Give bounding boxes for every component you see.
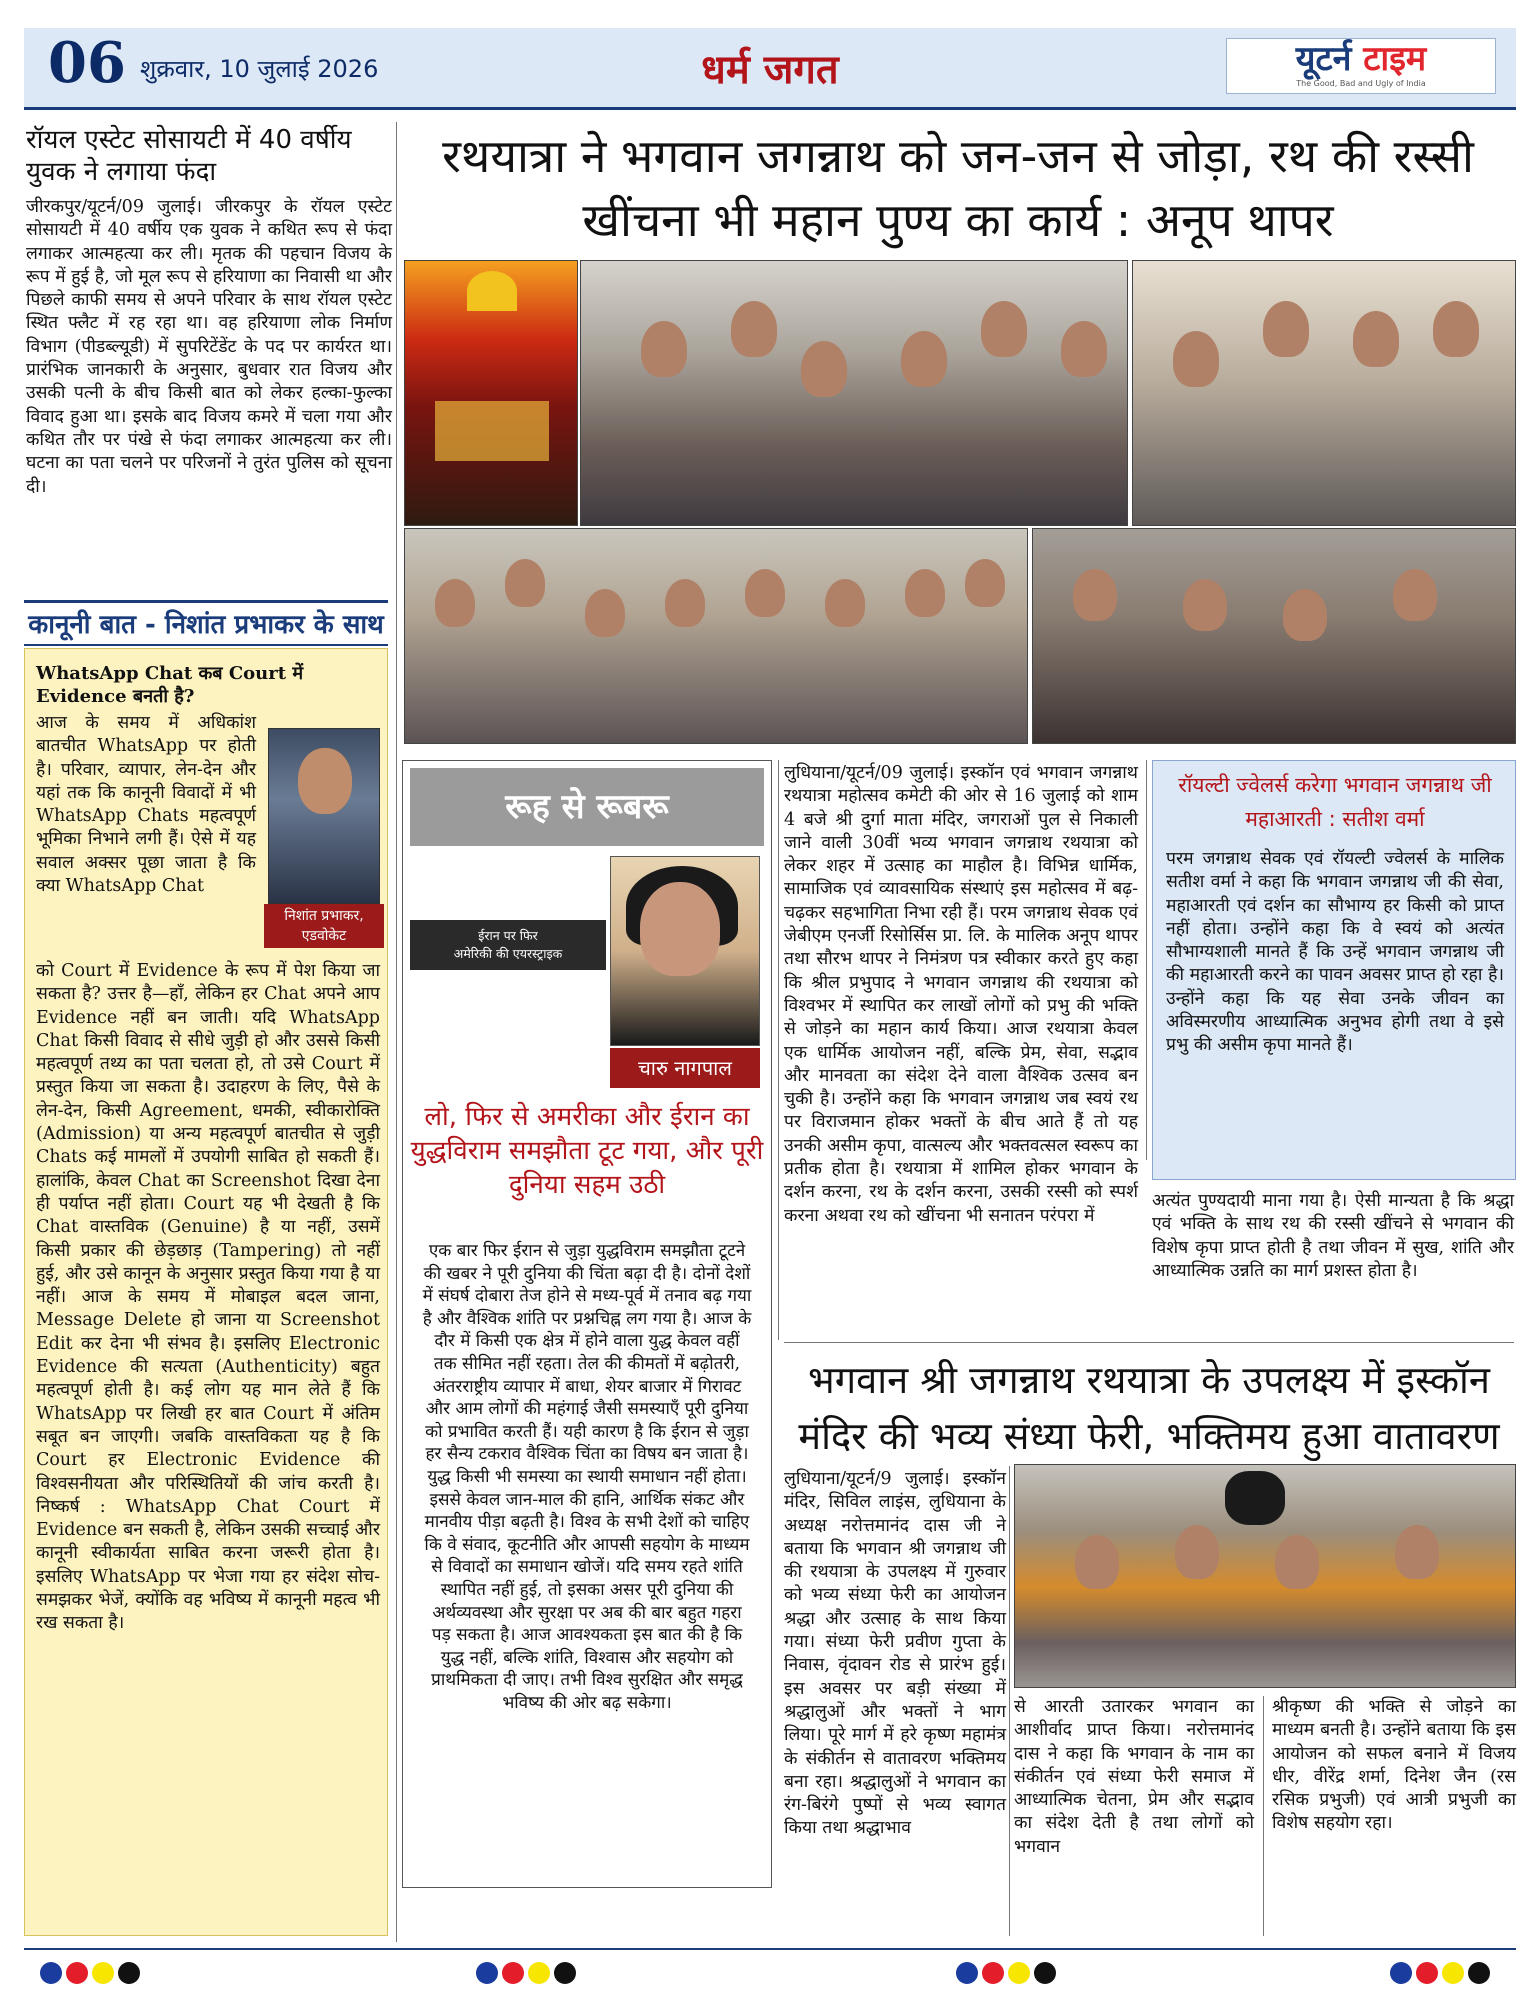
left-story-body: जीरकपुर/यूटर्न/09 जुलाई। जीरकपुर के रॉयल एस्टेट सोसायटी में 40 वर्षीय एक युवक ने कथित रूप से फंदा लगाकर आत्महत्या कर ली। मृतक की पहचान विजय के रूप में हुई है, जो मूल रूप से हरियाणा का निवासी था और पिछले काफी समय से अपने परिवार के साथ रॉयल एस्टेट स्थित फ्लैट में रह रहा था। वह हरियाणा लोक निर्माण विभाग (पीडब्ल्यूडी) में सुपरिटेंडेंट के पद पर कार्यरत था। प्रारंभिक जानकारी के अनुसार, बुधवार रात विजय और उसकी पत्नी के बीच किसी बात को लेकर हल्का-फुल्का विवाद हुआ था। इसके बाद विजय कमरे में चला गया और कथित तौर पर पंखे से फंदा लगाकर आत्महत्या कर ली। घटना का पता चलने पर परिजनों ने तुरंत पुलिस को सूचना दी। xyxy=(26,197,392,497)
kanooni-body-part1: आज के समय में अधिकांश बातचीत WhatsApp पर होती है। परिवार, व्यापार, लेन-देन और यहां तक कि कानूनी विवादों में भी WhatsApp Chats महत्वपूर्ण भूमिका निभाने लगी हैं। ऐसे में यह सवाल अक्सर पूछा जाता है कि क्या WhatsApp Chat xyxy=(36,713,256,897)
rooh-tag-line2: अमेरिकी की एयरस्ट्राइक xyxy=(453,946,563,961)
chariot-dome xyxy=(467,271,517,311)
column-rule xyxy=(778,760,779,1340)
page-number: 06 xyxy=(48,30,126,96)
main-headline: रथयात्रा ने भगवान जगन्नाथ को जन-जन से जोड़ा, रथ की रस्सी खींचना भी महान पुण्य का कार्य : अनूप थापर xyxy=(442,129,1474,247)
columnist-name: चारु नागपाल xyxy=(610,1048,760,1088)
group-photo-3 xyxy=(404,528,1028,744)
advocate-face xyxy=(298,748,352,814)
iskcon-col2: से आरती उतारकर भगवान का आशीर्वाद प्राप्त किया। नरोत्तमानंद दास ने कहा कि भगवान के नाम का संकीर्तन एवं संध्या फेरी समाज में आध्यात्मिक चेतना, प्रेम और सद्भाव का संदेश देती है तथा लोगों को भगवान xyxy=(1014,1697,1254,1857)
logo-tagline: The Good, Bad and Ugly of India xyxy=(1296,79,1426,88)
column-rule xyxy=(1146,760,1147,1160)
royalty-headline: रॉयल्टी ज्वेलर्स करेगा भगवान जगन्नाथ जी महाआरती : सतीश वर्मा xyxy=(1178,773,1492,831)
footer-line xyxy=(24,1948,1516,1950)
kanooni-body-part2: को Court में Evidence के रूप में पेश किया जा सकता है? उत्तर है—हाँ, लेकिन हर Chat अपने आप Evidence नहीं बन जाती। यदि WhatsApp Chat किसी विवाद से सीधे जुड़ी हो और उससे किसी महत्वपूर्ण तथ्य का पता चलता हो, तो उसे Court में प्रस्तुत किया जा सकता है। उदाहरण के लिए, पैसे के लेन-देन, किसी Agreement, धमकी, स्वीकारोक्ति (Admission) या अन्य महत्वपूर्ण बातचीत से जुड़ी Chats कई मामलों में उपयोगी साबित हो सकती हैं। हालांकि, केवल Chat का Screenshot दिखा देना ही पर्याप्त नहीं होता। Court यह भी देखती है कि Chat वास्तविक (Genuine) है या नहीं, उसमें किसी प्रकार की छेड़छाड़ (Tampering) तो नहीं हुई, और उसे कानून के अनुसार प्रस्तुत किया गया है या नहीं। आज के समय में मोबाइल बदल जाना, Message Delete हो जाना या Screenshot Edit कर देना भी संभव है। इसलिए Electronic Evidence की सत्यता (Authenticity) बहुत महत्वपूर्ण होती है। कई लोग यह मान लेते हैं कि WhatsApp पर लिखी हर बात Court में अंतिम सबूत बन जाएगी। जबकि वास्तविकता यह है कि Court हर Electronic Evidence की विश्वसनीयता और परिस्थितियों की जांच करती है। निष्कर्ष : WhatsApp Chat Court में Evidence बन सकती है, लेकिन उसकी सच्चाई और कानूनी स्वीकार्यता साबित करना जरूरी होता है। इसलिए WhatsApp पर भेजा गया हर संदेश सोच-समझकर भेजें, क्योंकि वह भविष्य में कानूनी महत्व भी रख सकता है। xyxy=(36,961,380,1634)
rooh-se-roobaroo-bar: रूह से रूबरू xyxy=(410,768,764,846)
section-title: धर्म जगत xyxy=(701,47,839,93)
registration-dots-left xyxy=(40,1962,140,1986)
newspaper-logo xyxy=(1226,38,1496,94)
rooh-headline: लो, फिर से अमरीका और ईरान का युद्धविराम समझौता टूट गया, और पूरी दुनिया सहम उठी xyxy=(410,1102,764,1200)
sandhya-pheri-photo xyxy=(1014,1464,1516,1688)
rooh-tag-line1: ईरान पर फिर xyxy=(478,928,538,943)
group-photo-1 xyxy=(580,260,1128,526)
jagannath-deity xyxy=(1225,1471,1285,1525)
royalty-body: परम जगन्नाथ सेवक एवं रॉयल्टी ज्वेलर्स के मालिक सतीश वर्मा ने कहा कि भगवान जगन्नाथ जी की सेवा, महाआरती एवं दर्शन का सौभाग्य हर किसी को प्राप्त नहीं होता। उन्होंने कहा कि वे स्वयं को अत्यंत सौभाग्यशाली मानते हैं कि उन्हें भगवान जगन्नाथ जी की महाआरती करने का पावन अवसर प्राप्त हो रहा है। उन्होंने कहा कि यह सेवा उनके जीवन का अविस्मरणीय आध्यात्मिक अनुभव होगी तथा वे इसे प्रभु की असीम कृपा मानते हैं। xyxy=(1166,849,1504,1056)
iskcon-col3: श्रीकृष्ण की भक्ति से जोड़ने का माध्यम बनती है। उन्होंने बताया कि इस आयोजन को सफल बनाने में विजय धीर, वीरेंद्र शर्मा, दिनेश जैन (रस रसिक प्रभुजी) एवं आत्री प्रभुजी का विशेष सहयोग रहा। xyxy=(1272,1697,1516,1834)
registration-dots-right xyxy=(1390,1962,1490,1986)
column-rule xyxy=(1263,1696,1264,1936)
advocate-caption: निशांत प्रभाकर, एडवोकेट xyxy=(264,904,384,948)
column-rule xyxy=(396,122,397,1942)
rath-chariot-photo xyxy=(404,260,578,526)
registration-dots-center-left xyxy=(476,1962,576,1986)
kanooni-question: WhatsApp Chat कब Court में Evidence बनती है? xyxy=(36,663,304,707)
registration-dots-center-right xyxy=(956,1962,1056,1986)
column-rule xyxy=(1009,1466,1010,1936)
iskcon-headline: भगवान श्री जगन्नाथ रथयात्रा के उपलक्ष्य में इस्कॉन मंदिर की भव्य संध्या फेरी, भक्तिमय हुआ वातावरण xyxy=(798,1358,1500,1458)
iskcon-col1: लुधियाना/यूटर्न/9 जुलाई। इस्कॉन मंदिर, सिविल लाइंस, लुधियाना के अध्यक्ष नरोत्तमानंद दास जी ने बताया कि भगवान श्री जगन्नाथ जी की रथयात्रा के उपलक्ष्य में गुरुवार को भव्य संध्या फेरी का आयोजन श्रद्धा और उत्साह के साथ किया गया। संध्या फेरी प्रवीण गुप्ता के निवास, वृंदावन रोड से प्रारंभ हुई। इस अवसर पर बड़ी संख्या में श्रद्धालुओं और भक्तों ने भाग लिया। पूरे मार्ग में हरे कृष्ण महामंत्र के संकीर्तन से वातावरण भक्तिमय बना रहा। श्रद्धालुओं ने भगवान का रंग-बिरंगे पुष्पों से भव्य स्वागत किया तथा श्रद्धाभाव xyxy=(784,1469,1006,1839)
main-story-continued: अत्यंत पुण्यदायी माना गया है। ऐसी मान्यता है कि श्रद्धा एवं भक्ति के साथ रथ की रस्सी खींचने से भगवान की विशेष कृपा प्राप्त होती है तथा जीवन में सुख, शांति और आध्यात्मिक उन्नति का मार्ग प्रशस्त होता है। xyxy=(1152,1191,1514,1281)
kanooni-baat-bar: कानूनी बात - निशांत प्रभाकर के साथ xyxy=(24,600,388,646)
main-story-body: लुधियाना/यूटर्न/09 जुलाई। इस्कॉन एवं भगवान जगन्नाथ रथयात्रा महोत्सव कमेटी की ओर से 16 जुलाई को शाम 4 बजे श्री दुर्गा माता मंदिर, जगराओं पुल से निकाली जाने वाली 30वीं भव्य भगवान जगन्नाथ रथयात्रा को लेकर शहर में उत्साह का माहौल है। विभिन्न धार्मिक, सामाजिक एवं व्यावसायिक संस्थाएं इस महोत्सव में बढ़-चढ़कर सहभागिता निभा रही हैं। परम जगन्नाथ सेवक एवं जेबीएम एनर्जी रिसोर्सिस प्रा. लि. के मालिक अनूप थापर तथा सौरभ थापर ने निमंत्रण पत्र स्वीकार करते हुए कहा कि श्रील प्रभुपाद ने भगवान जगन्नाथ की रथयात्रा को विश्वभर में स्थापित कर लाखों लोगों को प्रभु की भक्ति से जोड़ने का महान कार्य किया। आज रथयात्रा केवल एक धार्मिक आयोजन नहीं, बल्कि प्रेम, सेवा, सद्भाव और मानवता का संदेश देने वाला वैश्विक उत्सव बन चुकी है। उन्होंने कहा कि भगवान जगन्नाथ जब स्वयं रथ पर विराजमान होकर भक्तों के बीच आते हैं तो यह उनकी असीम कृपा, वात्सल्य और भक्तवत्सल स्वरूप का प्रतीक होता है। रथयात्रा में शामिल होकर भगवान के दर्शन करना, रथ के दर्शन करना, उसकी रस्सी को स्पर्श करना अथवा रथ को खींचना भी सनातन परंपरा में xyxy=(784,763,1138,1226)
logo-part2: टाइम xyxy=(1363,39,1427,79)
columnist-face xyxy=(640,882,720,976)
page-date: शुक्रवार, 10 जुलाई 2026 xyxy=(140,55,379,83)
group-photo-2 xyxy=(1132,260,1516,526)
left-story-headline: रॉयल एस्टेट सोसायटी में 40 वर्षीय युवक ने लगाया फंदा xyxy=(26,125,352,187)
chariot-deities xyxy=(435,401,549,461)
group-photo-4 xyxy=(1032,528,1516,744)
rooh-body: एक बार फिर ईरान से जुड़ा युद्धविराम समझौता टूटने की खबर ने पूरी दुनिया की चिंता बढ़ा दी है। दोनों देशों में संघर्ष दोबारा तेज होने से मध्य-पूर्व में तनाव बढ़ गया है और वैश्विक शांति पर प्रश्नचिह्न लग गया है। आज के दौर में किसी एक क्षेत्र में होने वाला युद्ध केवल वहीं तक सीमित नहीं रहता। तेल की कीमतों में बढ़ोतरी, अंतरराष्ट्रीय व्यापार में बाधा, शेयर बाजार में गिरावट और आम लोगों की महंगाई जैसी समस्याएँ पूरी दुनिया को प्रभावित करती हैं। यही कारण है कि ईरान से जुड़ा हर सैन्य टकराव वैश्विक चिंता का विषय बन जाता है। युद्ध किसी भी समस्या का स्थायी समाधान नहीं होता। इससे केवल जान-माल की हानि, आर्थिक संकट और मानवीय पीड़ा बढ़ती है। विश्व के सभी देशों को चाहिए कि वे संवाद, कूटनीति और आपसी सहयोग के माध्यम से विवादों का समाधान खोजें। यदि समय रहते शांति स्थापित नहीं हुई, तो इसका असर पूरी दुनिया की अर्थव्यवस्था और सुरक्षा पर अब की बार बहुत गहरा पड़ सकता है। आज आवश्यकता इस बात की है कि युद्ध नहीं, बल्कि शांति, विश्वास और सहयोग को प्राथमिकता दी जाए। तभी विश्व सुरक्षित और समृद्ध भविष्य की ओर बढ़ सकेगा। xyxy=(422,1241,752,1713)
logo-part1: यूटर्न xyxy=(1295,39,1364,79)
rooh-tag xyxy=(410,920,606,970)
section-divider xyxy=(784,1342,1514,1343)
